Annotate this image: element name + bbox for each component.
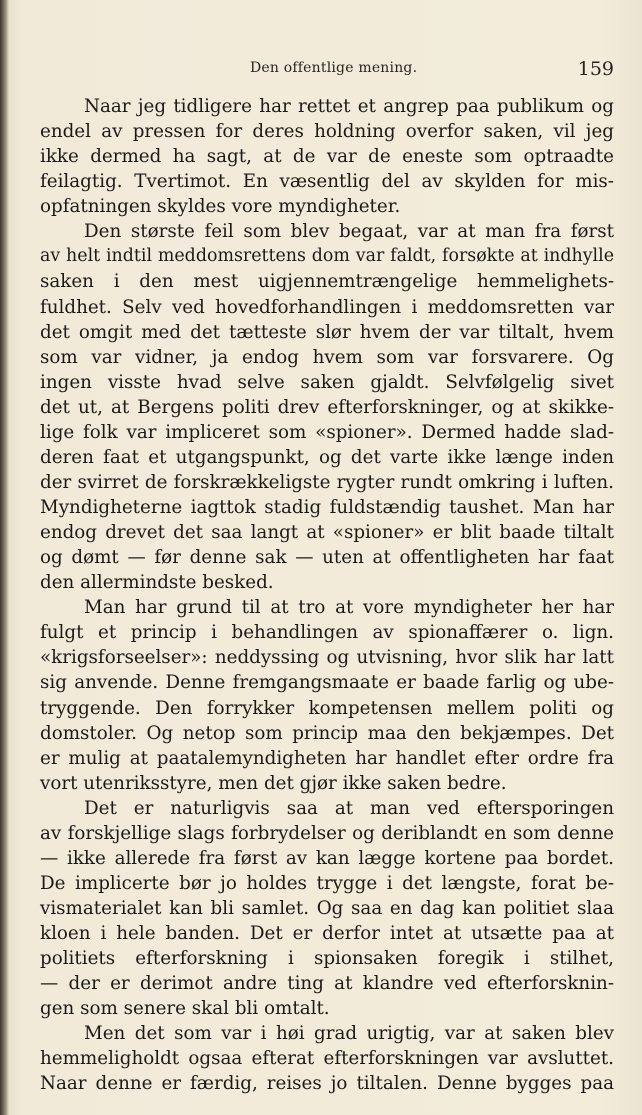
text-line: — der er derimot andre ting at klandre ved efterforsknin- xyxy=(40,973,614,995)
text-line: Myndigheterne iagttok stadig fuldstændig taushet. Man har xyxy=(40,497,614,518)
text-line: det ut, at Bergens politi drev efterforskninger, og at skikke- xyxy=(40,396,614,418)
text-line: den allermindste besked. xyxy=(40,572,274,594)
text-line: deren faat et utgangspunkt, og det varte ikke længe inden xyxy=(40,446,614,468)
text-line: endog drevet det saa langt at «spioner» er blit baade tiltalt xyxy=(40,522,614,544)
text-line: saken i den mest uigjennemtrængelige hemmelighets- xyxy=(40,271,614,293)
text-line: der svirret de forskrækkeligste rygter rundt omkring i luften. xyxy=(40,471,614,493)
text-line: Det er naturligvis saa at man ved eftersporingen xyxy=(84,797,614,819)
text-line: av helt indtil meddomsrettens dom var faldt, forsøkte at indhylle xyxy=(40,246,614,267)
text-line: Naar denne er færdig, reises jo tiltalen. Denne bygges paa xyxy=(40,1073,614,1095)
text-line: Man har grund til at tro at vore myndigheter her har xyxy=(84,597,614,619)
text-line: Men det som var i høi grad urigtig, var at saken blev xyxy=(84,1023,614,1045)
text-line: vort utenriksstyre, men det gjør ikke saken bedre. xyxy=(40,772,507,794)
text-line: sig anvende. Denne fremgangsmaate er baade farlig og ube- xyxy=(40,672,614,694)
text-line: ingen visste hvad selve saken gjaldt. Selvfølgelig sivet xyxy=(40,371,614,393)
text-line: Naar jeg tidligere har rettet et angrep paa publikum og xyxy=(84,96,614,117)
page-number: 159 xyxy=(577,58,614,80)
body-text xyxy=(40,94,614,1097)
text-line: vismaterialet kan bli samlet. Og saa en dag kan politiet slaa xyxy=(40,898,614,919)
text-line: er mulig at paatalemyndigheten har handlet efter ordre fra xyxy=(40,747,614,769)
page-header xyxy=(40,58,614,84)
text-line: kloen i hele banden. Det er derfor intet at utsætte paa at xyxy=(40,923,614,945)
text-line: De implicerte bør jo holdes trygge i det længste, forat be- xyxy=(40,872,614,894)
text-line: av forskjellige slags forbrydelser og deriblandt en som denne xyxy=(40,822,614,844)
text-line: fulgt et princip i behandlingen av spionaffærer o. lign. xyxy=(40,622,614,644)
text-line: ikke dermed ha sagt, at de var de eneste som optraadte xyxy=(40,146,614,168)
binding-shadow xyxy=(0,0,9,1115)
running-title: Den offentlige mening. xyxy=(250,60,418,76)
text-line: fuldhet. Selv ved hovedforhandlingen i meddomsretten var xyxy=(40,296,614,318)
text-line: «krigsforseelser»: neddyssing og utvisning, hvor slik har latt xyxy=(40,647,614,669)
text-line: Den største feil som blev begaat, var at man fra først xyxy=(84,221,614,243)
text-line: politiets efterforskning i spionsaken foregik i stilhet, xyxy=(40,948,614,970)
text-line: — ikke allerede fra først av kan lægge kortene paa bordet. xyxy=(40,847,614,869)
text-line: gen som senere skal bli omtalt. xyxy=(40,998,330,1020)
text-line: og dømt — før denne sak — uten at offentligheten har faat xyxy=(40,547,614,569)
text-line: feilagtig. Tvertimot. En væsentlig del av skylden for mis- xyxy=(40,171,614,193)
text-line: endel av pressen for deres holdning overfor saken, vil jeg xyxy=(40,121,614,143)
text-line: lige folk var impliceret som «spioner». Dermed hadde slad- xyxy=(40,421,614,443)
text-line: domstoler. Og netop som princip maa den bekjæmpes. Det xyxy=(40,722,614,744)
text-line: opfatningen skyldes vore myndigheter. xyxy=(40,196,401,218)
text-line: som var vidner, ja endog hvem som var forsvarere. Og xyxy=(40,346,614,368)
text-line: det omgit med det tætteste slør hvem der var tiltalt, hvem xyxy=(40,321,614,343)
text-line: tryggende. Den forrykker kompetensen mellem politi og xyxy=(40,697,614,719)
text-line: hemmeligholdt ogsaa efterat efterforskningen var avsluttet. xyxy=(40,1048,614,1070)
